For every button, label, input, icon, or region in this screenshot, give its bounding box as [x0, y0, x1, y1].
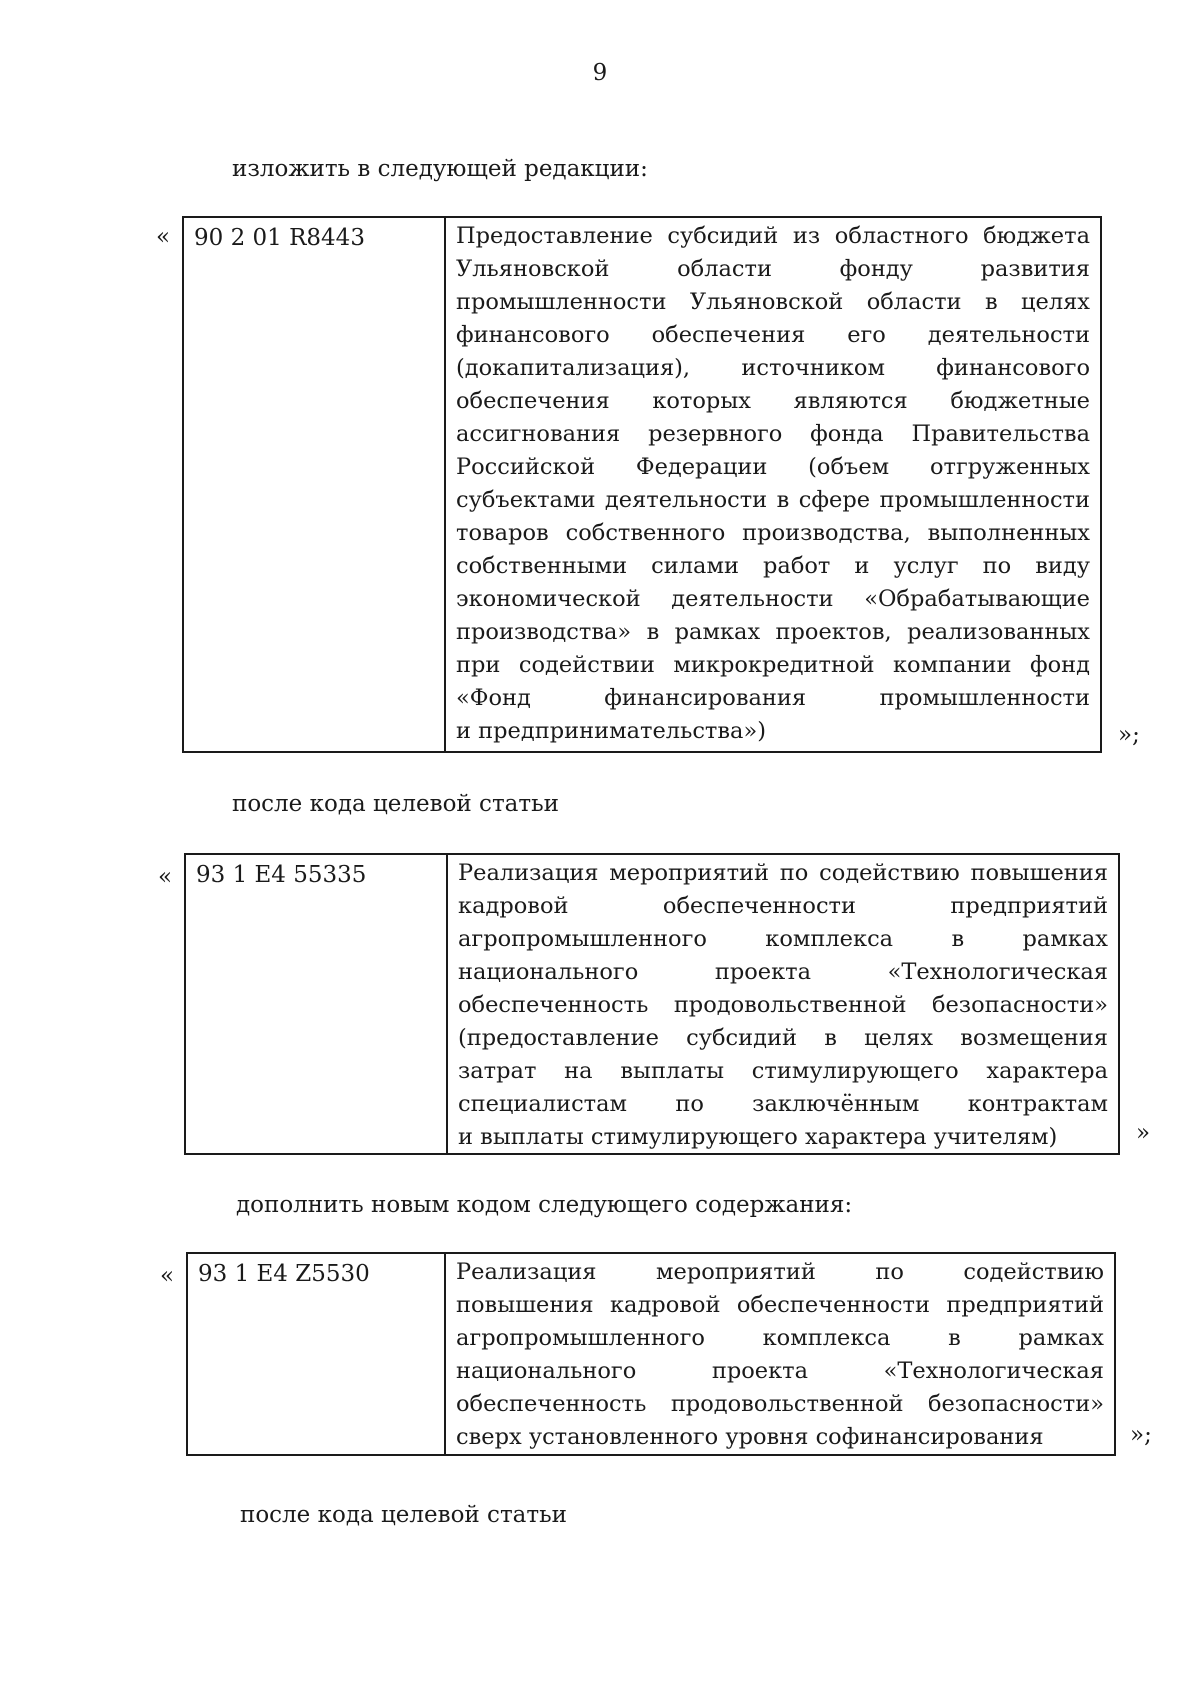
description-line: сверх установленного уровня софинансирования — [456, 1424, 1044, 1450]
code-table-1 — [182, 216, 1102, 753]
description-line: «Фонд финансирования промышленности — [456, 685, 1090, 711]
description-line: (докапитализация), источником финансового — [456, 355, 1090, 381]
description-line: агропромышленного комплекса в рамках — [458, 926, 1108, 952]
instruction-text: изложить в следующей редакции: — [232, 156, 648, 182]
description-line: повышения кадровой обеспеченности предприятий — [456, 1292, 1104, 1318]
description-line: национального проекта «Технологическая — [458, 959, 1108, 985]
description-line: ассигнования резервного фонда Правительства — [456, 421, 1090, 447]
description-line: производства» в рамках проектов, реализованных — [456, 619, 1090, 645]
description-line: Предоставление субсидий из областного бюджета — [456, 223, 1090, 249]
description-line: обеспеченность продовольственной безопасности» — [456, 1391, 1104, 1417]
description-line: Российской Федерации (объем отгруженных — [456, 454, 1090, 480]
code-table-2 — [184, 853, 1120, 1155]
description-line: (предоставление субсидий в целях возмещения — [458, 1025, 1108, 1051]
description-line: обеспечения которых являются бюджетные — [456, 388, 1090, 414]
target-description — [446, 1254, 1114, 1454]
page-number: 9 — [592, 60, 608, 86]
target-code: 93 1 E4 Z5530 — [188, 1254, 446, 1454]
description-line: и выплаты стимулирующего характера учителям) — [458, 1124, 1058, 1150]
instruction-text: дополнить новым кодом следующего содержания: — [236, 1192, 853, 1218]
description-line: затрат на выплаты стимулирующего характера — [458, 1058, 1108, 1084]
description-line: Ульяновской области фонду развития — [456, 256, 1090, 282]
description-line: специалистам по заключённым контрактам — [458, 1091, 1108, 1117]
target-description — [448, 855, 1118, 1153]
description-line: финансового обеспечения его деятельности — [456, 322, 1090, 348]
description-line: национального проекта «Технологическая — [456, 1358, 1104, 1384]
instruction-text: после кода целевой статьи — [240, 1502, 567, 1528]
instruction-text: после кода целевой статьи — [232, 791, 559, 817]
description-line: товаров собственного производства, выполненных — [456, 520, 1090, 546]
description-line: кадровой обеспеченности предприятий — [458, 893, 1108, 919]
description-line: промышленности Ульяновской области в целях — [456, 289, 1090, 315]
description-line: Реализация мероприятий по содействию повышения — [458, 860, 1108, 886]
closing-quote: » — [1136, 1120, 1151, 1146]
description-line: экономической деятельности «Обрабатывающие — [456, 586, 1090, 612]
target-code: 93 1 E4 55335 — [186, 855, 448, 1153]
closing-quote: »; — [1118, 722, 1140, 748]
description-line: субъектами деятельности в сфере промышленности — [456, 487, 1090, 513]
opening-quote: « — [156, 224, 171, 250]
description-line: и предпринимательства») — [456, 718, 767, 744]
code-table-3 — [186, 1252, 1116, 1456]
closing-quote: »; — [1130, 1422, 1152, 1448]
description-line: обеспеченность продовольственной безопасности» — [458, 992, 1108, 1018]
description-line: агропромышленного комплекса в рамках — [456, 1325, 1104, 1351]
target-description — [446, 218, 1100, 751]
opening-quote: « — [158, 864, 173, 890]
target-code: 90 2 01 R8443 — [184, 218, 446, 751]
description-line: при содействии микрокредитной компании фонд — [456, 652, 1090, 678]
opening-quote: « — [160, 1263, 175, 1289]
description-line: Реализация мероприятий по содействию — [456, 1259, 1104, 1285]
description-line: собственными силами работ и услуг по виду — [456, 553, 1090, 579]
